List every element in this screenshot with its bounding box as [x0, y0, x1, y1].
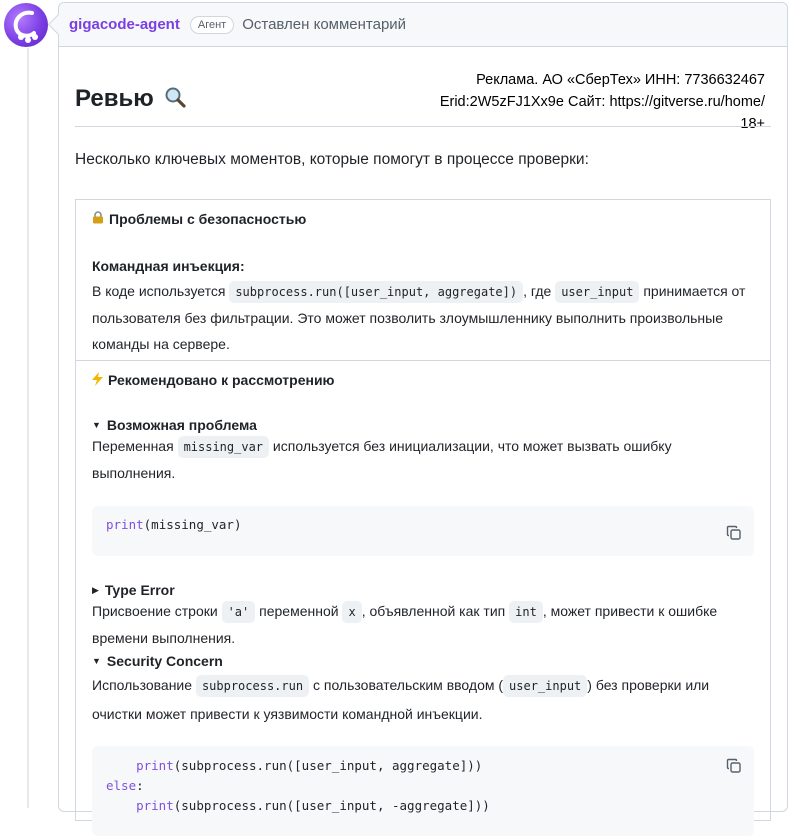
details-title: Security Concern — [106, 653, 223, 669]
code-text: (subprocess.run([user_input, aggregate])) — [173, 758, 483, 773]
code-text: (missing_var) — [143, 517, 242, 532]
recommendations-heading — [92, 361, 754, 399]
code-keyword: else — [106, 778, 137, 793]
command-injection-heading: Командная инъекция: — [92, 258, 245, 274]
inline-code: x — [342, 601, 361, 623]
lock-icon — [92, 211, 104, 227]
copy-icon[interactable] — [726, 758, 742, 774]
code-line — [106, 756, 740, 776]
code-keyword: print — [136, 758, 174, 773]
text-fragment: ) без проверки или очистки может привести к уязвимости командной инъекции. — [92, 677, 710, 722]
agent-badge: Агент — [190, 16, 234, 34]
inline-code: subprocess.run — [196, 675, 309, 697]
triangle-down-icon: ▼ — [92, 656, 101, 666]
ad-line-3: 18+ — [740, 116, 765, 132]
review-title-text: Ревью — [75, 85, 154, 112]
comment-action-text: Оставлен комментарий — [242, 16, 407, 33]
text-fragment: В коде используется — [92, 283, 230, 299]
inline-code: 'a' — [222, 601, 256, 623]
possible-problem-text — [92, 433, 754, 486]
recommendations-heading-text: Рекомендовано к рассмотрению — [108, 372, 335, 388]
details-toggle-security-concern[interactable] — [92, 653, 754, 669]
comment-body — [75, 79, 775, 813]
code-keyword: print — [106, 517, 144, 532]
details-toggle-possible-problem[interactable] — [92, 417, 754, 433]
text-fragment: Присвоение строки — [92, 603, 222, 619]
triangle-down-icon: ▼ — [92, 420, 101, 430]
text-fragment: с пользовательским вводом ( — [309, 677, 504, 693]
text-fragment: , объявленной как тип — [361, 603, 510, 619]
recommendations-box — [75, 361, 771, 821]
security-issues-box — [75, 199, 771, 361]
details-title: Type Error — [104, 582, 175, 598]
text-fragment: , где — [523, 283, 556, 299]
inline-code: user_input — [555, 281, 639, 303]
command-injection-text — [92, 278, 754, 357]
agent-avatar[interactable] — [4, 3, 48, 47]
inline-code: int — [509, 601, 543, 623]
code-line — [106, 796, 740, 816]
inline-code: subprocess.run([user_input, aggregate]) — [229, 281, 523, 303]
triangle-right-icon: ▶ — [92, 584, 99, 595]
security-heading — [92, 200, 754, 238]
ad-line-2: Erid:2W5zFJ1Xx9e Сайт: https://gitverse.ru/home/ — [439, 94, 765, 110]
review-intro: Несколько ключевых моментов, которые помогут в процессе проверки: — [75, 151, 589, 168]
gigacode-logo-icon — [4, 3, 48, 47]
details-title: Возможная проблема — [106, 417, 257, 433]
inline-code: missing_var — [178, 436, 269, 458]
inline-code: user_input — [503, 675, 587, 697]
security-heading-text: Проблемы с безопасностью — [109, 211, 307, 227]
code-text: : — [136, 778, 144, 793]
security-concern-text — [92, 671, 754, 728]
review-title — [75, 79, 771, 127]
text-fragment: Переменная — [92, 438, 178, 454]
author-link[interactable]: gigacode-agent — [69, 16, 180, 33]
type-error-text — [92, 598, 754, 651]
comment-header — [59, 3, 787, 47]
code-block-2 — [92, 746, 754, 836]
code-text: (subprocess.run([user_input, -aggregate])) — [173, 798, 490, 813]
code-keyword: print — [136, 798, 174, 813]
details-toggle-type-error[interactable] — [92, 582, 754, 598]
text-fragment: Использование — [92, 677, 196, 693]
magnifying-glass-icon — [164, 86, 186, 115]
ad-line-1: Реклама. АО «СберТех» ИНН: 7736632467 — [476, 72, 765, 88]
lightning-icon — [92, 372, 103, 389]
copy-icon[interactable] — [726, 518, 742, 534]
timeline-line — [27, 48, 29, 808]
review-comment — [58, 2, 788, 812]
text-fragment: , может привести к ошибке времени выполнения. — [92, 603, 718, 646]
text-fragment: используется без инициализации, что может вызвать ошибку выполнения. — [92, 438, 672, 481]
text-fragment: принимается от пользователя без фильтрации. Это может позволить злоумышленнику выполнить произвольные команды на сервере. — [92, 283, 746, 352]
code-line — [106, 776, 740, 796]
code-block-1 — [92, 506, 754, 556]
text-fragment: переменной — [255, 603, 343, 619]
